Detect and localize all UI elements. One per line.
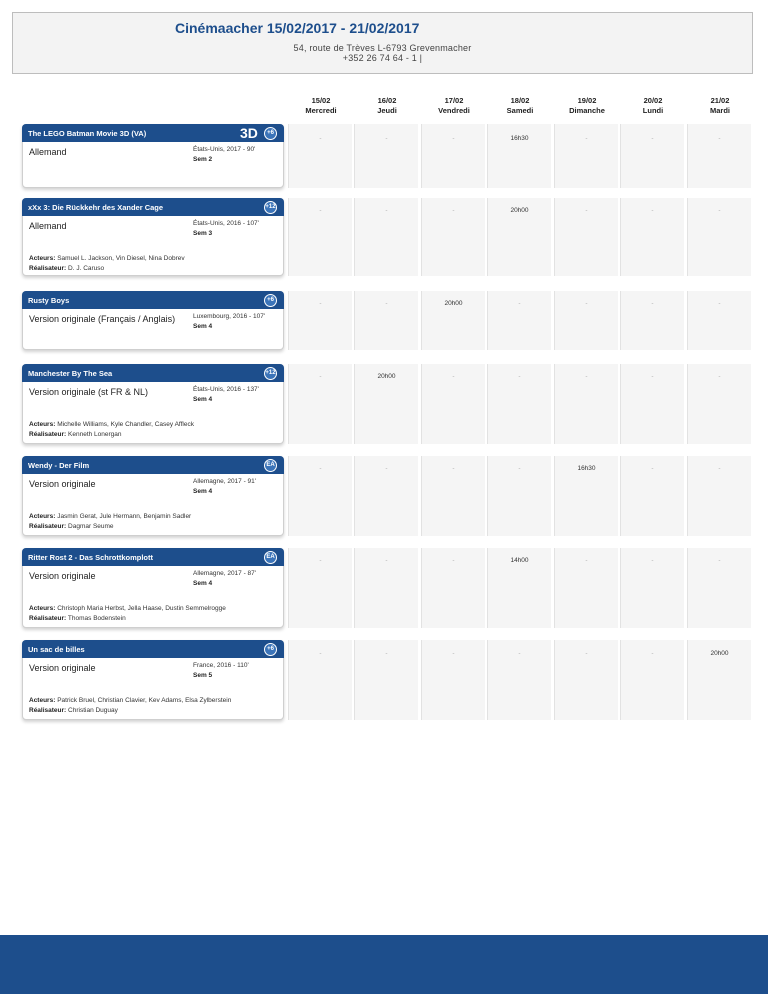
- showtime-cell[interactable]: [554, 456, 618, 536]
- movie-language: Allemand: [29, 147, 67, 157]
- movie-director: [29, 265, 104, 272]
- no-showtime: -: [585, 207, 588, 214]
- no-showtime: -: [651, 650, 654, 657]
- movie-title-bar: [22, 548, 284, 566]
- movie-card[interactable]: [22, 456, 284, 536]
- day-name: Samedi: [506, 106, 534, 115]
- day-date: 19/02: [577, 96, 597, 105]
- movie-origin: France, 2016 - 110': [193, 662, 249, 669]
- showtime-cell: [288, 548, 352, 628]
- showtime-cell: [354, 548, 418, 628]
- day-date: 16/02: [377, 96, 397, 105]
- no-showtime: -: [452, 135, 455, 142]
- director-value: Christian Duguay: [68, 707, 118, 714]
- movie-actors: [29, 421, 194, 428]
- showtime-row: [288, 640, 753, 720]
- movie-director: [29, 431, 122, 438]
- showtime-cell: [554, 548, 618, 628]
- movie-actors: [29, 255, 185, 262]
- showtime-cell: [288, 198, 352, 276]
- movie-origin: États-Unis, 2016 - 137': [193, 386, 259, 393]
- day-name: Vendredi: [438, 106, 470, 115]
- showtime-cell: [687, 124, 751, 188]
- showtime-cell: [620, 124, 684, 188]
- no-showtime: -: [385, 650, 388, 657]
- movie-origin: États-Unis, 2016 - 107': [193, 220, 259, 227]
- actors-label: Acteurs:: [29, 255, 56, 262]
- cinema-address: 54, route de Trèves L-6793 Grevenmacher: [293, 43, 472, 53]
- no-showtime: -: [718, 207, 721, 214]
- showtime[interactable]: 14h00: [510, 557, 529, 564]
- day-name: Mercredi: [305, 106, 337, 115]
- footer-bar: [0, 935, 768, 994]
- director-label: Réalisateur:: [29, 431, 67, 438]
- director-value: D. J. Caruso: [68, 265, 105, 272]
- no-showtime: -: [651, 135, 654, 142]
- showtime-row: [288, 456, 753, 536]
- movie-title[interactable]: Rusty Boys: [28, 296, 70, 305]
- movie-title[interactable]: The LEGO Batman Movie 3D (VA): [28, 129, 147, 138]
- day-header: [354, 96, 420, 116]
- movie-week: Sem 5: [193, 672, 213, 679]
- showtime-row: [288, 124, 753, 188]
- showtime-cell: [487, 640, 551, 720]
- showtime-cell: [687, 291, 751, 350]
- showtime[interactable]: 20h00: [710, 650, 729, 657]
- showtime-cell: [487, 291, 551, 350]
- movie-title-bar: [22, 456, 284, 474]
- showtime-cell: [687, 456, 751, 536]
- showtime-cell: [421, 364, 485, 444]
- day-name: Mardi: [709, 106, 730, 115]
- showtime-cell: [288, 291, 352, 350]
- age-rating-badge: +12: [264, 367, 277, 380]
- showtime[interactable]: 16h30: [577, 465, 596, 472]
- movie-actors: [29, 513, 191, 520]
- showtime-row: [288, 291, 753, 350]
- no-showtime: -: [385, 557, 388, 564]
- showtime-cell: [354, 456, 418, 536]
- page-title: Cinémaacher 15/02/2017 - 21/02/2017: [175, 20, 420, 36]
- no-showtime: -: [385, 135, 388, 142]
- showtime-cell: [421, 548, 485, 628]
- showtime-row: [288, 198, 753, 276]
- movie-language: Allemand: [29, 221, 67, 231]
- no-showtime: -: [452, 557, 455, 564]
- showtime-cell: [554, 640, 618, 720]
- showtime[interactable]: 20h00: [377, 373, 396, 380]
- movie-language: Version originale: [29, 571, 96, 581]
- day-name: Lundi: [642, 106, 664, 115]
- movie-actors: [29, 605, 226, 612]
- actors-value: Michelle Williams, Kyle Chandler, Casey Affleck: [57, 421, 194, 428]
- no-showtime: -: [718, 300, 721, 307]
- showtime-cell: [554, 291, 618, 350]
- movie-card[interactable]: [22, 548, 284, 628]
- no-showtime: -: [319, 465, 322, 472]
- movie-title[interactable]: Un sac de billes: [28, 645, 85, 654]
- director-label: Réalisateur:: [29, 707, 67, 714]
- movie-origin: États-Unis, 2017 - 90': [193, 146, 256, 153]
- movie-title[interactable]: Manchester By The Sea: [28, 369, 113, 378]
- showtime-cell: [421, 640, 485, 720]
- showtime[interactable]: 20h00: [510, 207, 529, 214]
- movie-actors: [29, 697, 231, 704]
- showtime-cell: [421, 198, 485, 276]
- showtime-cell: [554, 124, 618, 188]
- no-showtime: -: [651, 465, 654, 472]
- movie-title-bar: [22, 124, 284, 142]
- no-showtime: -: [319, 300, 322, 307]
- movie-director: [29, 707, 118, 714]
- age-rating-badge: +12: [264, 201, 277, 214]
- cinema-header: [12, 12, 753, 74]
- movie-title-bar: [22, 640, 284, 658]
- showtime-cell: [687, 548, 751, 628]
- movie-origin: Allemagne, 2017 - 87': [193, 570, 257, 577]
- age-rating-badge: EA: [264, 459, 277, 472]
- no-showtime: -: [718, 135, 721, 142]
- actors-value: Samuel L. Jackson, Vin Diesel, Nina Dobrev: [57, 255, 185, 262]
- showtime-cell: [354, 198, 418, 276]
- day-date: 17/02: [444, 96, 464, 105]
- no-showtime: -: [452, 373, 455, 380]
- movie-card[interactable]: [22, 291, 284, 350]
- director-value: Kenneth Lonergan: [68, 431, 122, 438]
- showtime-cell: [288, 364, 352, 444]
- movie-director: [29, 523, 114, 530]
- movie-language: Version originale (Français / Anglais): [29, 314, 176, 324]
- showtime-cell: [620, 548, 684, 628]
- actors-value: Christoph Maria Herbst, Jella Haase, Dustin Semmelrogge: [57, 605, 226, 612]
- no-showtime: -: [518, 373, 521, 380]
- movie-week: Sem 2: [193, 156, 213, 163]
- showtime-cell: [620, 640, 684, 720]
- showtime-cell[interactable]: [421, 291, 485, 350]
- showtime-cell: [354, 640, 418, 720]
- movie-card[interactable]: [22, 364, 284, 444]
- showtime-cell: [288, 456, 352, 536]
- no-showtime: -: [585, 135, 588, 142]
- showtime-cell[interactable]: [487, 124, 551, 188]
- showtime-cell: [620, 198, 684, 276]
- movie-title[interactable]: Wendy - Der Film: [28, 461, 90, 470]
- no-showtime: -: [585, 373, 588, 380]
- no-showtime: -: [518, 465, 521, 472]
- showtime-cell: [288, 640, 352, 720]
- day-header: [288, 96, 354, 116]
- showtime-cell: [487, 456, 551, 536]
- day-name: Jeudi: [377, 106, 397, 115]
- no-showtime: -: [518, 650, 521, 657]
- movie-week: Sem 4: [193, 323, 213, 330]
- no-showtime: -: [319, 373, 322, 380]
- no-showtime: -: [651, 557, 654, 564]
- actors-value: Patrick Bruel, Christian Clavier, Kev Adams, Elsa Zylberstein: [57, 697, 232, 704]
- showtime-cell: [354, 291, 418, 350]
- movie-week: Sem 4: [193, 580, 213, 587]
- no-showtime: -: [718, 557, 721, 564]
- showtime-cell: [554, 198, 618, 276]
- movie-title-bar: [22, 364, 284, 382]
- showtime-cell[interactable]: [487, 548, 551, 628]
- director-label: Réalisateur:: [29, 615, 67, 622]
- movie-card[interactable]: [22, 198, 284, 276]
- day-header-row: [288, 96, 753, 118]
- showtime-cell: [687, 364, 751, 444]
- cinema-phone: +352 26 74 64 - 1 |: [342, 53, 423, 63]
- actors-label: Acteurs:: [29, 697, 56, 704]
- showtime[interactable]: 20h00: [444, 300, 463, 307]
- movie-language: Version originale (st FR & NL): [29, 387, 149, 397]
- showtime-cell: [620, 291, 684, 350]
- actors-value: Jasmin Gerat, Jule Hermann, Benjamin Sadler: [57, 513, 192, 520]
- movie-director: [29, 615, 126, 622]
- movie-week: Sem 4: [193, 396, 213, 403]
- day-date: 15/02: [311, 96, 331, 105]
- showtime-cell: [554, 364, 618, 444]
- no-showtime: -: [385, 300, 388, 307]
- director-label: Réalisateur:: [29, 523, 67, 530]
- no-showtime: -: [452, 207, 455, 214]
- day-name: Dimanche: [569, 106, 605, 115]
- movie-title[interactable]: Ritter Rost 2 - Das Schrottkomplott: [28, 553, 154, 562]
- director-value: Dagmar Seume: [68, 523, 114, 530]
- day-header: [487, 96, 553, 116]
- age-rating-badge: +6: [264, 294, 277, 307]
- showtime-cell: [421, 456, 485, 536]
- day-date: 18/02: [510, 96, 530, 105]
- showtime-cell: [421, 124, 485, 188]
- movie-title[interactable]: xXx 3: Die Rückkehr des Xander Cage: [28, 203, 164, 212]
- age-rating-badge: EA: [264, 551, 277, 564]
- format-3d-badge: 3D: [240, 125, 258, 141]
- age-rating-badge: +6: [264, 127, 277, 140]
- no-showtime: -: [319, 557, 322, 564]
- no-showtime: -: [718, 465, 721, 472]
- no-showtime: -: [585, 300, 588, 307]
- no-showtime: -: [651, 207, 654, 214]
- day-header: [620, 96, 686, 116]
- no-showtime: -: [718, 373, 721, 380]
- day-header: [687, 96, 753, 116]
- showtime-cell: [620, 456, 684, 536]
- actors-label: Acteurs:: [29, 421, 56, 428]
- actors-label: Acteurs:: [29, 513, 56, 520]
- showtime-cell[interactable]: [687, 640, 751, 720]
- day-header: [421, 96, 487, 116]
- no-showtime: -: [385, 465, 388, 472]
- no-showtime: -: [651, 300, 654, 307]
- no-showtime: -: [518, 300, 521, 307]
- movie-week: Sem 3: [193, 230, 213, 237]
- no-showtime: -: [319, 650, 322, 657]
- showtime-cell: [620, 364, 684, 444]
- no-showtime: -: [452, 650, 455, 657]
- showtime[interactable]: 16h30: [510, 135, 529, 142]
- showtime-row: [288, 364, 753, 444]
- day-date: 20/02: [643, 96, 663, 105]
- no-showtime: -: [585, 650, 588, 657]
- no-showtime: -: [585, 557, 588, 564]
- director-label: Réalisateur:: [29, 265, 67, 272]
- no-showtime: -: [319, 207, 322, 214]
- actors-label: Acteurs:: [29, 605, 56, 612]
- showtime-cell: [288, 124, 352, 188]
- day-date: 21/02: [710, 96, 730, 105]
- movie-card[interactable]: [22, 640, 284, 720]
- showtime-cell[interactable]: [487, 198, 551, 276]
- showtime-row: [288, 548, 753, 628]
- age-rating-badge: +6: [264, 643, 277, 656]
- showtime-cell: [687, 198, 751, 276]
- movie-origin: Allemagne, 2017 - 91': [193, 478, 257, 485]
- movie-language: Version originale: [29, 663, 96, 673]
- no-showtime: -: [319, 135, 322, 142]
- showtime-cell: [354, 124, 418, 188]
- director-value: Thomas Bodenstein: [67, 615, 126, 622]
- movie-title-bar: [22, 198, 284, 216]
- movie-week: Sem 4: [193, 488, 213, 495]
- no-showtime: -: [651, 373, 654, 380]
- movie-title-bar: [22, 291, 284, 309]
- movie-origin: Luxembourg, 2016 - 107': [193, 313, 266, 320]
- no-showtime: -: [385, 207, 388, 214]
- day-header: [554, 96, 620, 116]
- showtime-cell: [487, 364, 551, 444]
- showtime-cell[interactable]: [354, 364, 418, 444]
- movie-language: Version originale: [29, 479, 96, 489]
- movie-card[interactable]: [22, 124, 284, 188]
- no-showtime: -: [452, 465, 455, 472]
